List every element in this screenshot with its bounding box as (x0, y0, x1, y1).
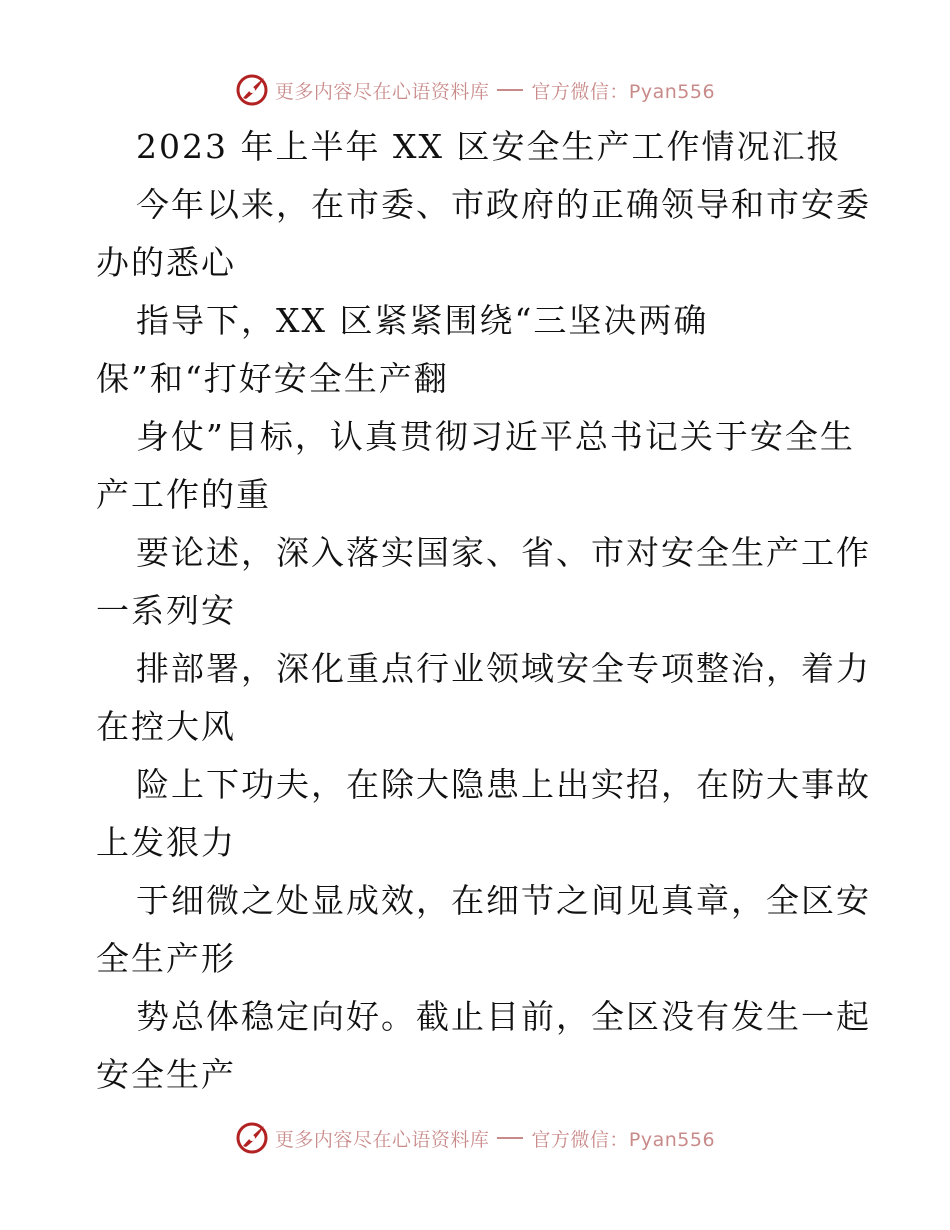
paragraph-line: 险上下功夫，在除大隐患上出实招，在防大事故 (136, 765, 871, 804)
paragraph-line: 身仗”目标，认真贯彻习近平总书记关于安全生 (136, 417, 855, 456)
header-brand-separator (497, 89, 523, 91)
paragraph-line: 安全生产 (96, 1055, 236, 1094)
document-body (96, 118, 871, 1104)
paragraph-line: 产工作的重 (96, 475, 271, 514)
footer-brand (235, 1121, 715, 1155)
header-brand-suffix: 官方微信：Pyan556 (531, 80, 716, 103)
paragraph-line: 今年以来，在市委、市政府的正确领导和市安委 (136, 185, 871, 224)
footer-brand-text: 更多内容尽在心语资料库 (274, 1128, 490, 1151)
paragraph-line: 上发狠力 (96, 823, 236, 862)
paragraph-line: 排部署，深化重点行业领域安全专项整治，着力 (136, 649, 871, 688)
footer-brand-separator (497, 1137, 523, 1139)
footer-brand-suffix: 官方微信：Pyan556 (531, 1128, 716, 1151)
paragraph-line: 办的悉心 (96, 243, 236, 282)
page-header-watermark (0, 70, 950, 110)
paragraph-line: 全生产形 (96, 939, 236, 978)
document-title: 2023 年上半年 XX 区安全生产工作情况汇报 (136, 127, 842, 166)
header-brand-text: 更多内容尽在心语资料库 (274, 80, 490, 103)
paragraph-line: 要论述，深入落实国家、省、市对安全生产工作 (136, 533, 871, 572)
paragraph-line: 保”和“打好安全生产翻 (96, 359, 449, 398)
header-brand (235, 73, 715, 107)
paragraph-line: 指导下，XX 区紧紧围绕“三坚决两确 (136, 301, 709, 340)
paragraph-line: 于细微之处显成效，在细节之间见真章，全区安 (136, 881, 871, 920)
paragraph-line: 在控大风 (96, 707, 236, 746)
quill-logo-icon (235, 1121, 269, 1155)
paragraph-line: 势总体稳定向好。截止目前，全区没有发生一起 (136, 997, 871, 1036)
quill-logo-icon (235, 73, 269, 107)
paragraph-line: 一系列安 (96, 591, 236, 630)
page-footer-watermark (0, 1118, 950, 1158)
